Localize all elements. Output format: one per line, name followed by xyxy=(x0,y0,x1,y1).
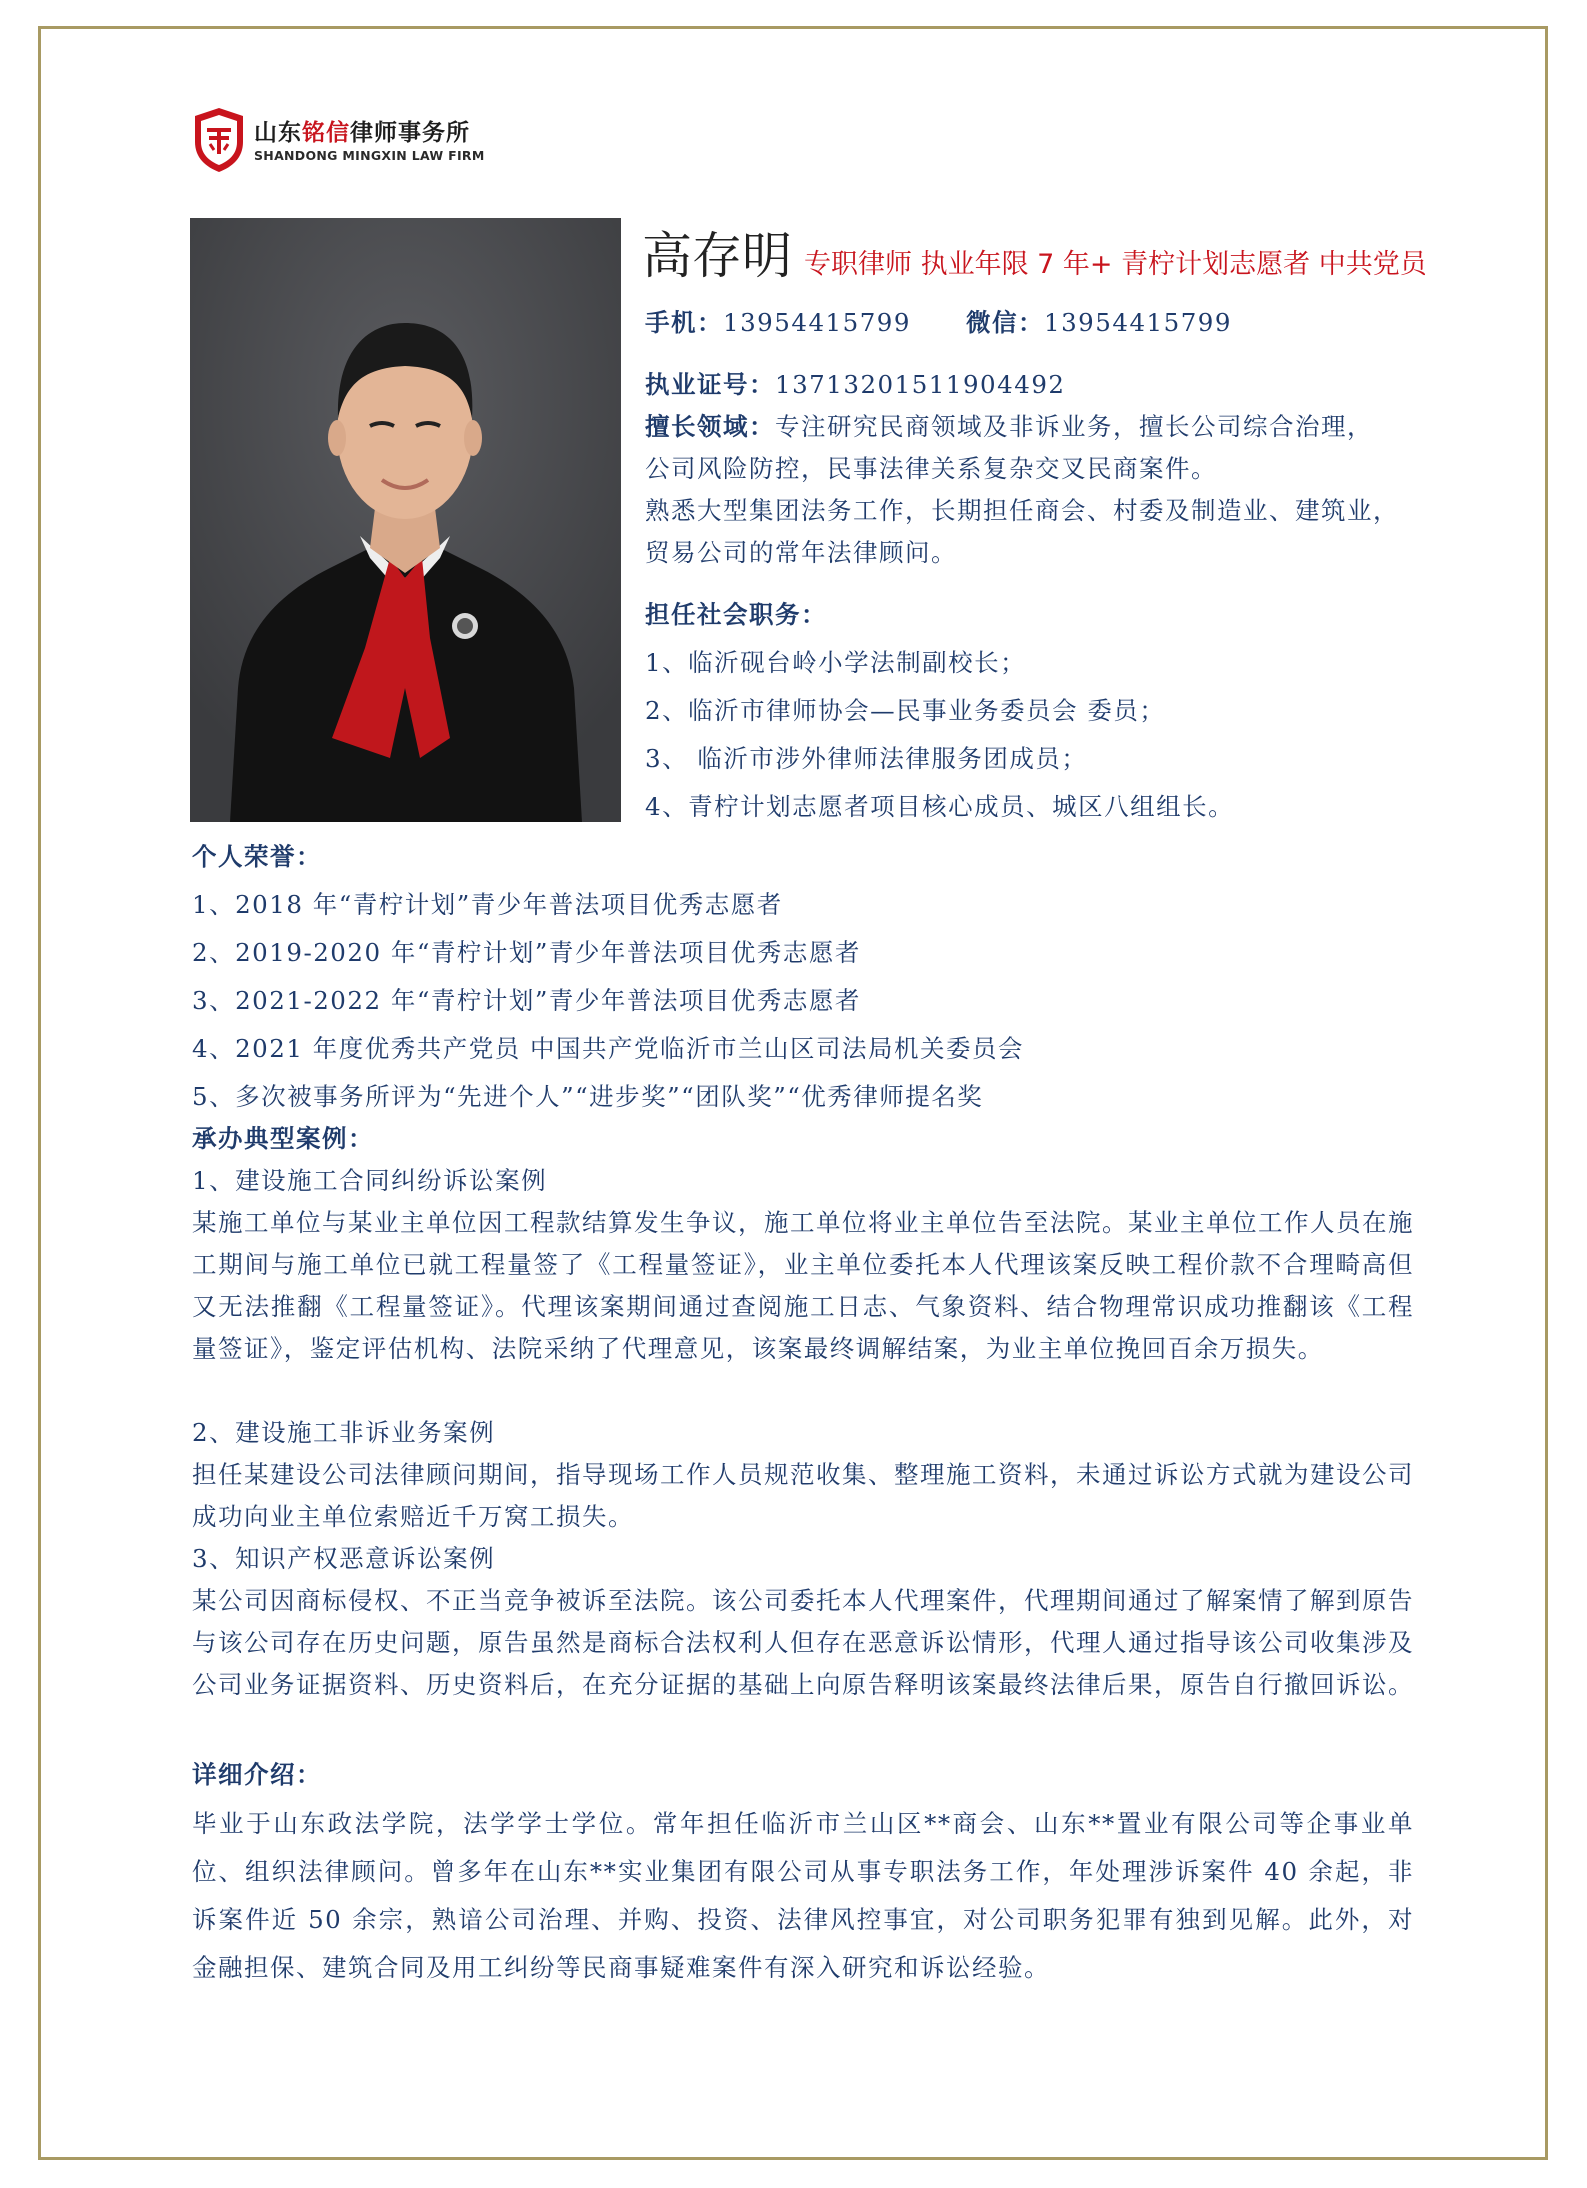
honor-item: 3、2021-2022 年“青柠计划”青少年普法项目优秀志愿者 xyxy=(192,986,861,1015)
profile-header xyxy=(642,216,1427,288)
license-value: 13713201511904492 xyxy=(775,370,1066,399)
logo-chinese-name: 山东铭信律师事务所 xyxy=(254,120,470,146)
case-2-body: 担任某建设公司法律顾问期间，指导现场工作人员规范收集、整理施工资料，未通过诉讼方式就为建设公司成功向业主单位索赔近千万窝工损失。 xyxy=(192,1460,1414,1531)
phone-row: 手机：13954415799 xyxy=(645,308,911,337)
case-3-body: 某公司因商标侵权、不正当竞争被诉至法院。该公司委托本人代理案件，代理期间通过了解案情了解到原告与该公司存在历史问题，原告虽然是商标合法权利人但存在恶意诉讼情形，代理人通过指导该公司收集涉及公司业务证据资料、历史资料后，在充分证据的基础上向原告释明该案最终法律后果，原告自行撤回诉讼。 xyxy=(192,1586,1414,1699)
logo-english-name: SHANDONG MINGXIN LAW FIRM xyxy=(254,148,485,163)
social-role-item: 4、青柠计划志愿者项目核心成员、城区八组组长。 xyxy=(645,792,1235,821)
firm-logo xyxy=(192,106,492,178)
expertise-line-4: 贸易公司的常年法律顾问。 xyxy=(645,538,957,567)
social-role-item: 2、临沂市律师协会—民事业务委员会 委员； xyxy=(645,696,1166,725)
honor-item: 4、2021 年度优秀共产党员 中国共产党临沂市兰山区司法局机关委员会 xyxy=(192,1034,1025,1063)
case-1-title: 1、建设施工合同纠纷诉讼案例 xyxy=(192,1166,548,1195)
wechat-value: 13954415799 xyxy=(1044,308,1232,337)
intro-body: 毕业于山东政法学院，法学学士学位。常年担任临沂市兰山区**商会、山东**置业有限公司等企事业单位、组织法律顾问。曾多年在山东**实业集团有限公司从事专职法务工作，年处理涉诉案件 40 余起，非诉案件近 50 余宗，熟谙公司治理、并购、投资、法律风控事宜，对公司职务犯罪有独到见解。此外，对金融担保、建筑合同及用工纠纷等民商事疑难案件有深入研究和诉讼经验。 xyxy=(192,1809,1414,1982)
honor-item: 5、多次被事务所评为“先进个人”“进步奖”“团队奖”“优秀律师提名奖 xyxy=(192,1082,984,1111)
phone-value: 13954415799 xyxy=(723,308,911,337)
case-2-title: 2、建设施工非诉业务案例 xyxy=(192,1418,496,1447)
case-3-title: 3、知识产权恶意诉讼案例 xyxy=(192,1544,496,1573)
expertise-line-2: 公司风险防控，民事法律关系复杂交叉民商案件。 xyxy=(645,454,1217,483)
social-roles-heading: 担任社会职务： xyxy=(645,600,827,629)
expertise-line-1: 擅长领域：专注研究民商领域及非诉业务，擅长公司综合治理， xyxy=(645,412,1373,441)
social-role-item: 1、临沂砚台岭小学法制副校长； xyxy=(645,648,1027,677)
expertise-line-3: 熟悉大型集团法务工作，长期担任商会、村委及制造业、建筑业， xyxy=(645,496,1399,525)
honors-heading: 个人荣誉： xyxy=(192,842,322,871)
cases-heading: 承办典型案例： xyxy=(192,1124,374,1153)
lawyer-portrait xyxy=(190,218,621,822)
wechat-row: 微信：13954415799 xyxy=(966,308,1232,337)
lawyer-titles: 专职律师 执业年限 7 年+ 青柠计划志愿者 中共党员 xyxy=(804,249,1427,280)
social-role-item: 3、 临沂市涉外律师法律服务团成员； xyxy=(645,744,1088,773)
lawyer-name: 高存明 xyxy=(642,227,792,285)
intro-heading: 详细介绍： xyxy=(192,1760,322,1789)
shield-logo-icon xyxy=(192,106,246,174)
honor-item: 1、2018 年“青柠计划”青少年普法项目优秀志愿者 xyxy=(192,890,783,919)
honor-item: 2、2019-2020 年“青柠计划”青少年普法项目优秀志愿者 xyxy=(192,938,861,967)
license-row: 执业证号：13713201511904492 xyxy=(645,370,1066,399)
case-1-body: 某施工单位与某业主单位因工程款结算发生争议，施工单位将业主单位告至法院。某业主单位工作人员在施工期间与施工单位已就工程量签了《工程量签证》，业主单位委托本人代理该案反映工程价款不合理畸高但又无法推翻《工程量签证》。代理该案期间通过查阅施工日志、气象资料、结合物理常识成功推翻该《工程量签证》，鉴定评估机构、法院采纳了代理意见，该案最终调解结案，为业主单位挽回百余万损失。 xyxy=(192,1208,1414,1363)
